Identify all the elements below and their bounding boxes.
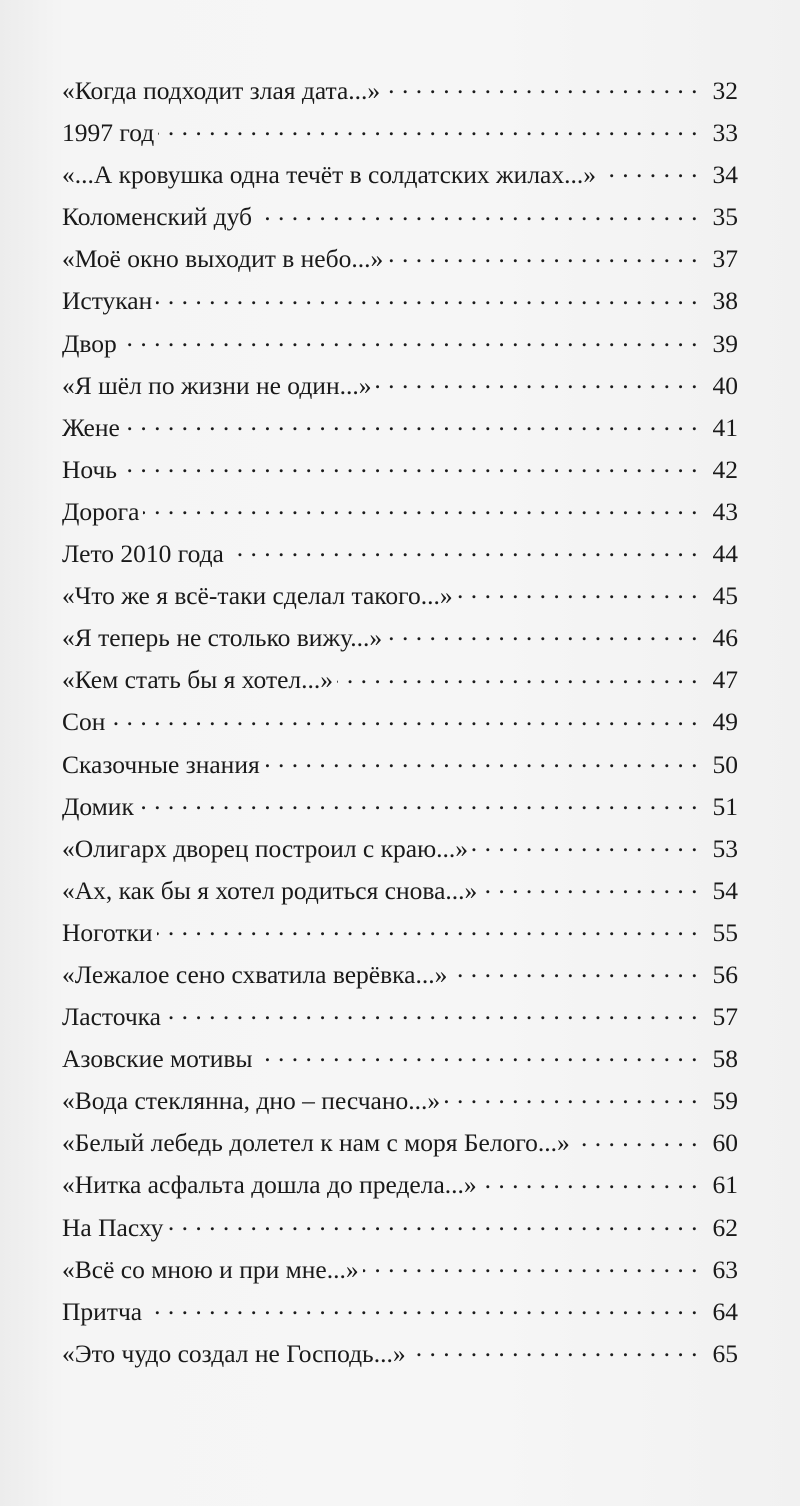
entry-title: «Белый лебедь долетел к нам с моря Белого...» — [62, 1128, 570, 1158]
entry-title: Ночь — [62, 454, 117, 484]
dot-leader — [146, 1294, 698, 1320]
toc-entry — [62, 996, 738, 1038]
entry-page-number: 55 — [712, 917, 738, 947]
dot-leader — [481, 1168, 698, 1194]
entry-page-number: 63 — [712, 1254, 738, 1284]
toc-entry — [62, 575, 738, 617]
entry-title: Притча — [62, 1296, 143, 1326]
toc-entry — [62, 1207, 738, 1249]
toc-entry — [62, 954, 738, 996]
entry-title: «Ах, как бы я хотел родиться снова...» — [62, 875, 478, 905]
toc-entry — [62, 365, 738, 407]
entry-title: «Я теперь не столько вижу...» — [62, 623, 383, 653]
dot-leader — [157, 915, 698, 941]
toc-entry — [62, 659, 738, 701]
entry-page-number: 59 — [712, 1086, 738, 1116]
toc-entry — [62, 870, 738, 912]
dot-leader — [228, 537, 698, 563]
dot-leader — [165, 1000, 698, 1026]
entry-title: «Я шёл по жизни не один...» — [62, 370, 372, 400]
entry-page-number: 51 — [712, 791, 738, 821]
entry-page-number: 57 — [712, 1002, 738, 1032]
entry-page-number: 65 — [712, 1338, 738, 1368]
toc-entry — [62, 1122, 738, 1164]
dot-leader — [600, 158, 698, 184]
entry-page-number: 53 — [712, 833, 738, 863]
entry-title: «Нитка асфальта дошла до предела...» — [62, 1170, 477, 1200]
entry-page-number: 42 — [712, 454, 738, 484]
entry-title: «Всё со мною и при мне...» — [62, 1254, 359, 1284]
table-of-contents — [62, 70, 738, 1375]
entry-page-number: 60 — [712, 1128, 738, 1158]
entry-page-number: 38 — [712, 286, 738, 316]
entry-page-number: 64 — [712, 1296, 738, 1326]
toc-entry — [62, 238, 738, 280]
entry-page-number: 46 — [712, 623, 738, 653]
dot-leader — [451, 957, 698, 983]
dot-leader — [143, 494, 698, 520]
entry-title: Ноготки — [62, 917, 153, 947]
dot-leader — [410, 1336, 698, 1362]
entry-page-number: 56 — [712, 959, 738, 989]
toc-entry — [62, 1038, 738, 1080]
dot-leader — [457, 579, 698, 605]
entry-title: Истукан — [62, 286, 153, 316]
entry-page-number: 40 — [712, 370, 738, 400]
toc-entry — [62, 407, 738, 449]
entry-title: «Что же я всё-таки сделал такого...» — [62, 581, 453, 611]
entry-page-number: 32 — [712, 76, 738, 105]
entry-title: Жене — [62, 412, 120, 442]
entry-title: Дорога — [62, 496, 140, 526]
entry-page-number: 44 — [712, 539, 738, 569]
toc-entry — [62, 1249, 738, 1291]
entry-page-number: 47 — [712, 665, 738, 695]
entry-page-number: 34 — [712, 160, 738, 190]
toc-entry — [62, 70, 738, 112]
entry-title: На Пасху — [62, 1212, 164, 1242]
entry-title: Лето 2010 года — [62, 539, 224, 569]
entry-page-number: 61 — [712, 1170, 738, 1200]
toc-entry — [62, 449, 738, 491]
dot-leader — [574, 1126, 698, 1152]
entry-page-number: 62 — [712, 1212, 738, 1242]
entry-title: «...А кровушка одна течёт в солдатских жилах...» — [62, 160, 596, 190]
toc-entry — [62, 1333, 738, 1375]
entry-title: «Олигарх дворец построил с краю...» — [62, 833, 468, 863]
entry-title: Двор — [62, 328, 117, 358]
toc-entry — [62, 1164, 738, 1206]
entry-page-number: 54 — [712, 875, 738, 905]
dot-leader — [121, 326, 698, 352]
toc-entry — [62, 701, 738, 743]
entry-title: Сказочные знания — [62, 749, 260, 779]
dot-leader — [121, 452, 698, 478]
entry-title: 1997 год — [62, 118, 155, 148]
toc-entry — [62, 744, 738, 786]
entry-title: «Вода стеклянна, дно – песчано...» — [62, 1086, 441, 1116]
entry-title: «Лежалое сено схватила верёвка...» — [62, 959, 448, 989]
dot-leader — [444, 1084, 698, 1110]
entry-page-number: 37 — [712, 244, 738, 274]
entry-title: «Кем стать бы я хотел...» — [62, 665, 334, 695]
dot-leader — [375, 368, 698, 394]
entry-page-number: 45 — [712, 581, 738, 611]
entry-page-number: 49 — [712, 707, 738, 737]
entry-title: «Моё окно выходит в небо...» — [62, 244, 384, 274]
toc-entry — [62, 617, 738, 659]
dot-leader — [257, 1042, 698, 1068]
entry-page-number: 50 — [712, 749, 738, 779]
entry-page-number: 39 — [712, 328, 738, 358]
entry-title: «Это чудо создал не Господь...» — [62, 1338, 406, 1368]
toc-entry — [62, 786, 738, 828]
entry-title: Коломенский дуб — [62, 202, 252, 232]
toc-entry — [62, 828, 738, 870]
entry-page-number: 43 — [712, 496, 738, 526]
dot-leader — [386, 621, 698, 647]
dot-leader — [156, 284, 698, 310]
dot-leader — [481, 873, 698, 899]
toc-entry — [62, 491, 738, 533]
dot-leader — [387, 242, 698, 268]
toc-entry — [62, 1080, 738, 1122]
dot-leader — [256, 200, 698, 226]
toc-entry — [62, 154, 738, 196]
dot-leader — [158, 116, 698, 142]
entry-page-number: 33 — [712, 118, 738, 148]
dot-leader — [337, 663, 698, 689]
toc-entry — [62, 912, 738, 954]
toc-entry — [62, 280, 738, 322]
dot-leader — [167, 1210, 698, 1236]
toc-entry — [62, 323, 738, 365]
toc-entry — [62, 1291, 738, 1333]
dot-leader — [472, 831, 698, 857]
dot-leader — [109, 705, 698, 731]
entry-page-number: 58 — [712, 1044, 738, 1074]
toc-entry — [62, 112, 738, 154]
dot-leader — [264, 747, 698, 773]
toc-entry — [62, 196, 738, 238]
entry-page-number: 35 — [712, 202, 738, 232]
dot-leader — [363, 1252, 698, 1278]
dot-leader — [124, 410, 698, 436]
entry-title: Азовские мотивы — [62, 1044, 253, 1074]
entry-title: «Когда подходит злая дата...» — [62, 76, 381, 105]
dot-leader — [384, 74, 698, 100]
entry-page-number: 41 — [712, 412, 738, 442]
entry-title: Сон — [62, 707, 106, 737]
entry-title: Ласточка — [62, 1002, 161, 1032]
entry-title: Домик — [62, 791, 134, 821]
toc-entry — [62, 533, 738, 575]
dot-leader — [138, 789, 698, 815]
